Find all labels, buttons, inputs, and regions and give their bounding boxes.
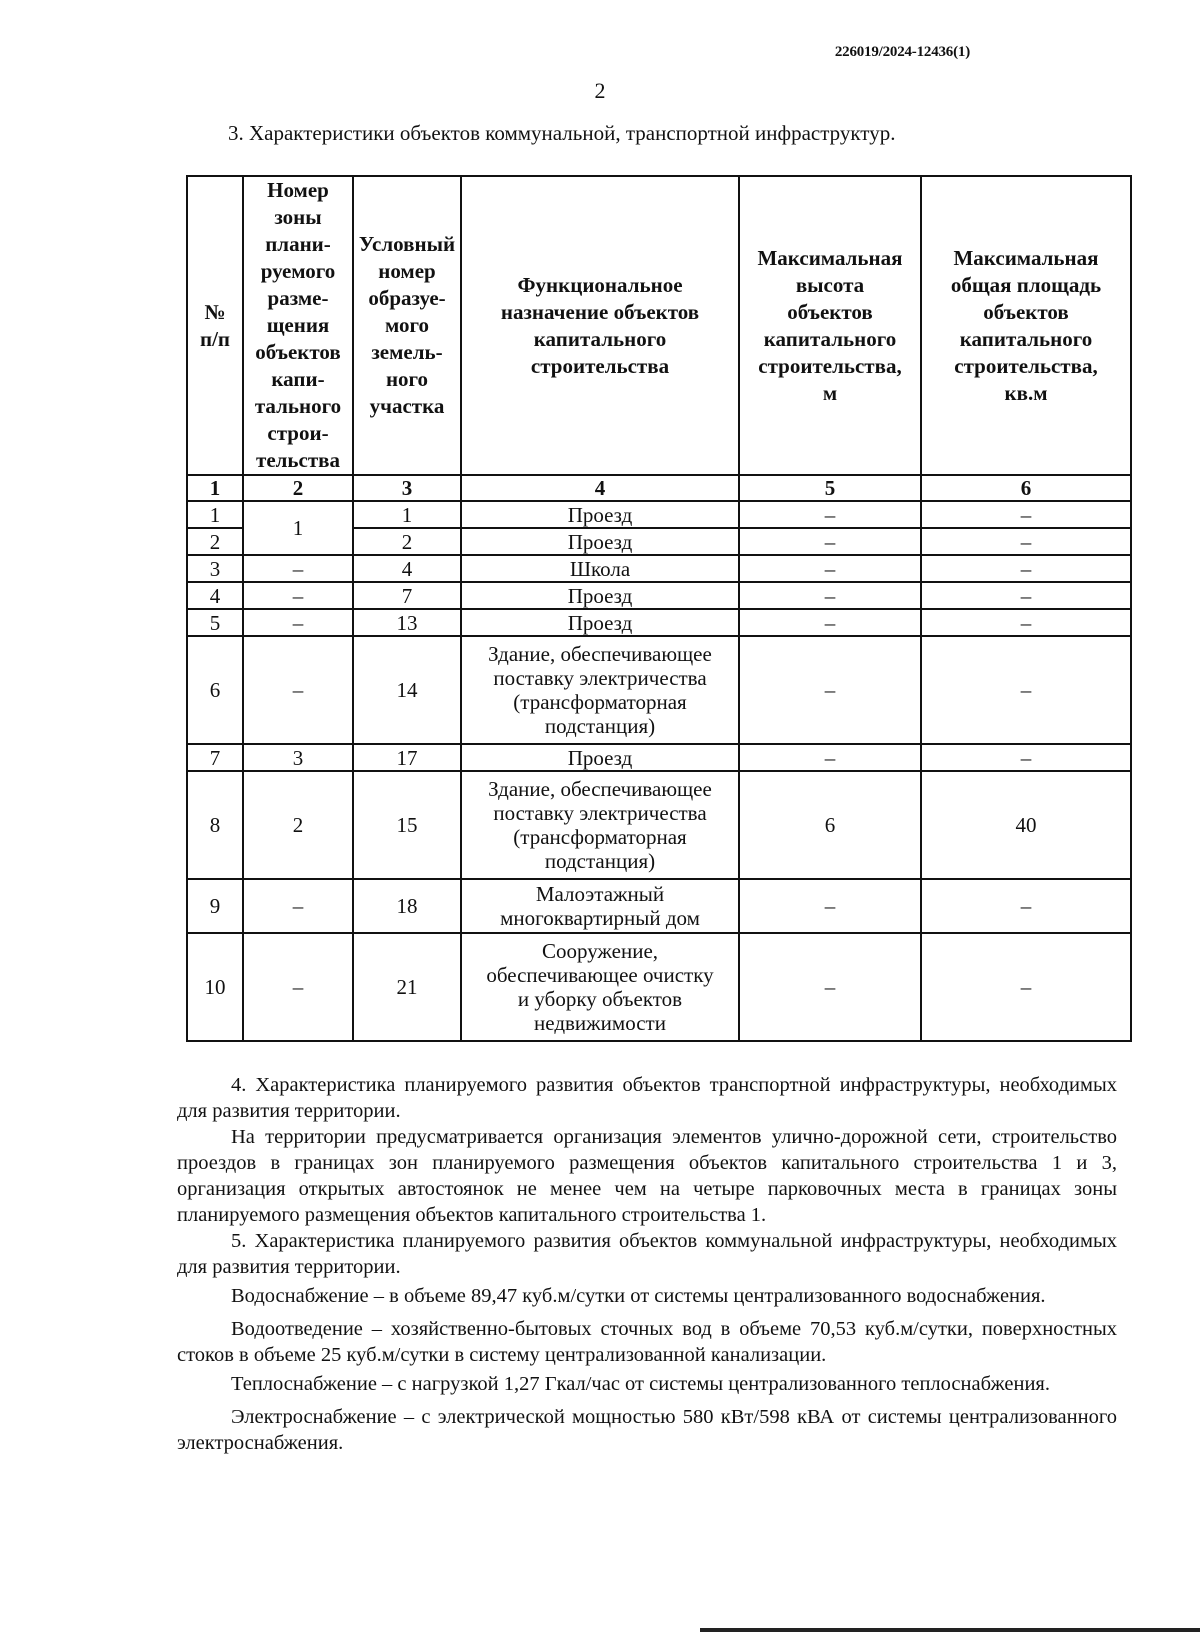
cell-area: – (921, 555, 1131, 582)
cell-text-line: и уборку объектов (517, 987, 683, 1011)
table-row (187, 744, 1131, 771)
cell-text-line: Здание, обеспечивающее (488, 642, 712, 666)
heat-supply-paragraph: Теплоснабжение – с нагрузкой 1,27 Гкал/час от системы централизованного теплоснабжения. (231, 1373, 1050, 1395)
cell-text-line: строительства, (954, 353, 1098, 378)
cell-height: 6 (739, 771, 921, 879)
cell-text-line: № (204, 299, 226, 324)
cell-text-line: м (822, 380, 838, 405)
cell-height: – (739, 609, 921, 636)
cell-text-line: высота (795, 272, 865, 297)
cell-text-line: щения (266, 313, 330, 337)
power-supply-paragraph: Электроснабжение – с электрической мощностью 580 кВт/598 кВА от системы централизованного электроснабжения. (177, 1406, 1117, 1454)
cell-function (461, 744, 739, 771)
cell-plot: 7 (353, 582, 461, 609)
cell-text-line: (трансформаторная (513, 825, 687, 849)
cell-area: – (921, 528, 1131, 555)
cell-plot: 15 (353, 771, 461, 879)
cell-function (461, 933, 739, 1041)
cell-area: – (921, 501, 1131, 528)
cell-text-line: назначение объектов (500, 299, 700, 324)
cell-height: – (739, 501, 921, 528)
cell-area: 40 (921, 771, 1131, 879)
cell-text-line: строительства, (758, 353, 902, 378)
section-3-title: 3. Характеристики объектов коммунальной, транспортной инфраструктур. (228, 121, 896, 145)
cell-text-line: объектов (255, 340, 341, 364)
cell-text-line: строи- (267, 421, 329, 445)
section-4-body: На территории предусматривается организация элементов улично-дорожной сети, строительство проездов в границах зон планируемого размещения объектов капитального строительства 1 и 3, организация открытых автостоянок не менее чем на четыре парковочных места в границах зоны планируемого размещения объектов капитального строительства 1. (177, 1126, 1117, 1226)
cell-text-line: Проезд (567, 583, 633, 608)
cell-plot: 1 (353, 501, 461, 528)
cell-zone: 1 (243, 501, 353, 555)
header-cell-max-height (739, 176, 921, 475)
table-row (187, 582, 1131, 609)
drainage-paragraph: Водоотведение – хозяйственно-бытовых сточных вод в объеме 70,53 куб.м/сутки, поверхностных стоков в объеме 25 куб.м/сутки в систему централизованной канализации. (177, 1318, 1117, 1366)
cell-function (461, 771, 739, 879)
table-row (187, 879, 1131, 933)
cell-text-line: Номер (267, 178, 329, 202)
column-number: 3 (353, 475, 461, 501)
header-cell-number (187, 176, 243, 475)
table-row (187, 636, 1131, 744)
infrastructure-table (186, 175, 1132, 1042)
cell-function (461, 555, 739, 582)
cell-function (461, 879, 739, 933)
cell-text-line: земель- (371, 340, 443, 364)
cell-function (461, 636, 739, 744)
cell-area: – (921, 582, 1131, 609)
cell-text-line: кв.м (1004, 380, 1048, 405)
header-cell-zone (243, 176, 353, 475)
header-cell-function (461, 176, 739, 475)
cell-plot: 21 (353, 933, 461, 1041)
cell-text-line: капитального (763, 326, 897, 351)
cell-text-line: п/п (199, 326, 231, 351)
table-header-row (187, 176, 1131, 475)
cell-number: 3 (187, 555, 243, 582)
cell-text-line: подстанция) (544, 714, 656, 738)
cell-zone: 3 (243, 744, 353, 771)
cell-zone: – (243, 636, 353, 744)
cell-height: – (739, 555, 921, 582)
cell-area: – (921, 879, 1131, 933)
cell-text-line: плани- (265, 232, 331, 256)
header-cell-max-area (921, 176, 1131, 475)
cell-text-line: поставку электричества (493, 801, 707, 825)
cell-text-line: участка (369, 394, 445, 418)
water-supply-paragraph: Водоснабжение – в объеме 89,47 куб.м/сутки от системы централизованного водоснабжения. (231, 1285, 1046, 1307)
cell-text-line: обеспечивающее очистку (486, 963, 714, 987)
cell-text-line: Проезд (567, 610, 633, 635)
cell-plot: 4 (353, 555, 461, 582)
cell-text-line: Функциональное (517, 272, 683, 297)
cell-text-line: капи- (271, 367, 325, 391)
cell-text-line: Проезд (567, 529, 633, 554)
cell-area: – (921, 636, 1131, 744)
table-row (187, 555, 1131, 582)
cell-text-line: руемого (260, 259, 336, 283)
table-row (187, 501, 1131, 528)
column-number: 6 (921, 475, 1131, 501)
cell-plot: 14 (353, 636, 461, 744)
cell-area: – (921, 609, 1131, 636)
cell-text-line: тельства (256, 448, 340, 472)
cell-text-line: Школа (569, 556, 631, 581)
cell-text-line: капитального (959, 326, 1093, 351)
cell-text-line: образуе- (368, 286, 446, 310)
cell-plot: 18 (353, 879, 461, 933)
cell-text-line: (трансформаторная (513, 690, 687, 714)
cell-height: – (739, 744, 921, 771)
column-number: 2 (243, 475, 353, 501)
section-5-heading: 5. Характеристика планируемого развития объектов коммунальной инфраструктуры, необходимых для развития территории. (177, 1230, 1117, 1278)
cell-text-line: ного (385, 367, 429, 391)
cell-area: – (921, 933, 1131, 1041)
cell-text-line: объектов (787, 299, 873, 324)
cell-plot: 17 (353, 744, 461, 771)
cell-height: – (739, 528, 921, 555)
cell-area: – (921, 744, 1131, 771)
cell-function (461, 609, 739, 636)
table-row (187, 933, 1131, 1041)
cell-text-line: тального (254, 394, 342, 418)
cell-plot: 13 (353, 609, 461, 636)
column-number-row (187, 475, 1131, 501)
cell-height: – (739, 582, 921, 609)
scan-edge-line (700, 1628, 1200, 1632)
header-cell-plot (353, 176, 461, 475)
cell-zone: – (243, 582, 353, 609)
cell-text-line: Малоэтажный (535, 882, 665, 906)
cell-text-line: разме- (267, 286, 329, 310)
column-number: 5 (739, 475, 921, 501)
cell-height: – (739, 933, 921, 1041)
cell-text-line: номер (378, 259, 436, 283)
cell-function (461, 528, 739, 555)
cell-text-line: капитального (533, 326, 667, 351)
cell-function (461, 582, 739, 609)
cell-height: – (739, 879, 921, 933)
cell-zone: 2 (243, 771, 353, 879)
table-row (187, 609, 1131, 636)
cell-text-line: Условный (358, 232, 456, 256)
cell-text-line: объектов (983, 299, 1069, 324)
cell-text-line: многоквартирный дом (500, 906, 700, 930)
column-number: 4 (461, 475, 739, 501)
cell-number: 1 (187, 501, 243, 528)
cell-number: 10 (187, 933, 243, 1041)
cell-text-line: Проезд (567, 502, 633, 527)
section-4-heading: 4. Характеристика планируемого развития объектов транспортной инфраструктуры, необходимых для развития территории. (177, 1074, 1117, 1122)
body-text (177, 1072, 1117, 1456)
cell-text-line: Максимальная (953, 245, 1099, 270)
cell-function (461, 501, 739, 528)
cell-text-line: поставку электричества (493, 666, 707, 690)
cell-number: 8 (187, 771, 243, 879)
cell-height: – (739, 636, 921, 744)
cell-zone: – (243, 933, 353, 1041)
cell-number: 4 (187, 582, 243, 609)
cell-text-line: общая площадь (950, 272, 1102, 297)
cell-text-line: зоны (274, 205, 322, 229)
cell-text-line: недвижимости (534, 1011, 666, 1035)
cell-text-line: подстанция) (544, 849, 656, 873)
cell-text-line: Сооружение, (541, 939, 659, 963)
table-row (187, 771, 1131, 879)
cell-number: 2 (187, 528, 243, 555)
cell-text-line: Максимальная (757, 245, 903, 270)
cell-text-line: строительства (530, 353, 670, 378)
cell-number: 9 (187, 879, 243, 933)
page-number: 2 (594, 78, 606, 103)
cell-text-line: Здание, обеспечивающее (488, 777, 712, 801)
cell-number: 5 (187, 609, 243, 636)
cell-number: 7 (187, 744, 243, 771)
cell-plot: 2 (353, 528, 461, 555)
column-number: 1 (187, 475, 243, 501)
cell-zone: – (243, 879, 353, 933)
cell-zone: – (243, 609, 353, 636)
cell-text-line: мого (384, 313, 430, 337)
cell-zone: – (243, 555, 353, 582)
cell-text-line: Проезд (567, 745, 633, 770)
document-number: 226019/2024-12436(1) (834, 44, 970, 60)
cell-number: 6 (187, 636, 243, 744)
